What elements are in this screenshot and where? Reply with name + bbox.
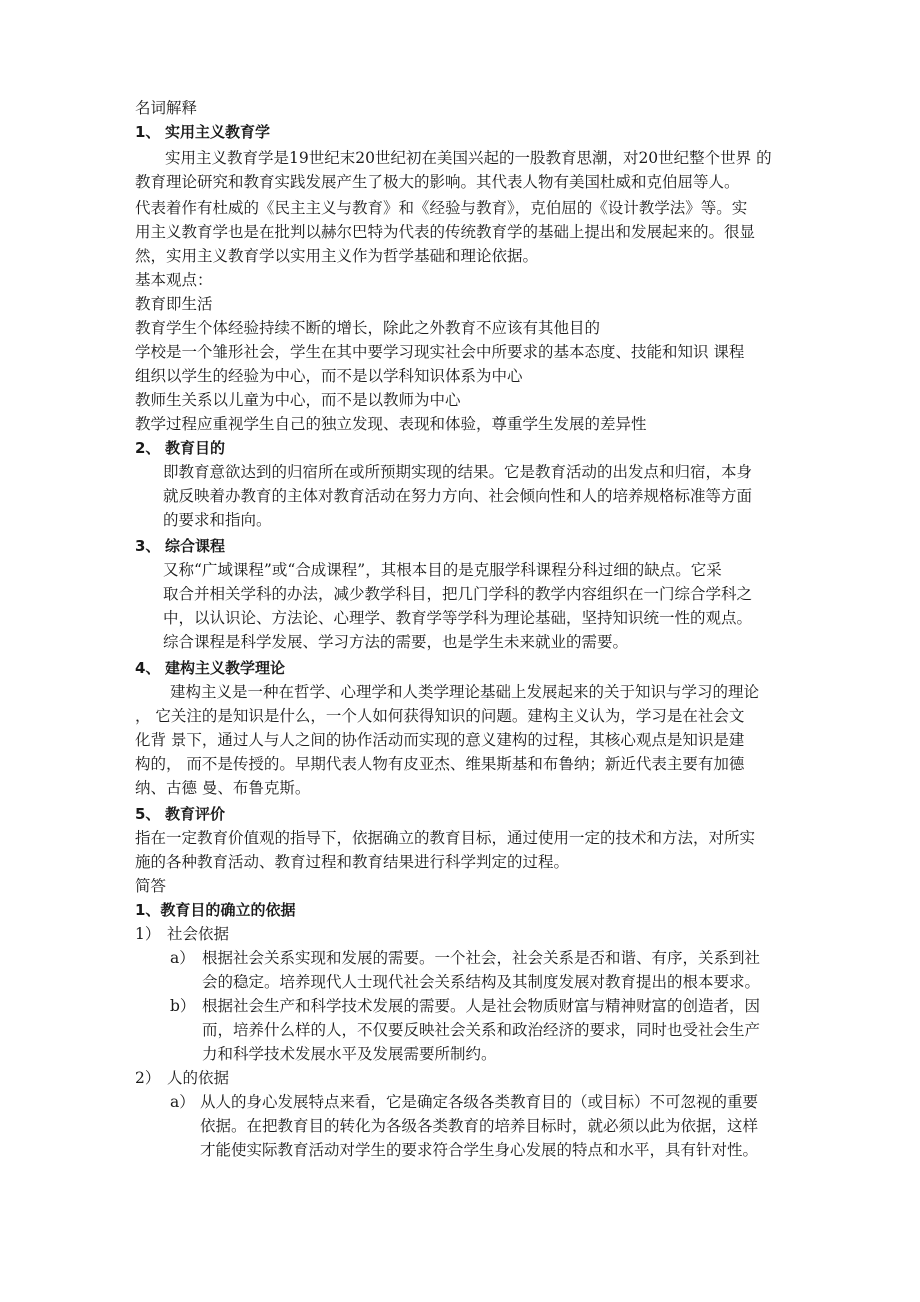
item-3-heading [135,534,225,558]
q1-sub-2-text: 人的依据 [167,1069,230,1087]
item-1-line: 然，实用主义教育学以实用主义作为哲学基础和理论依据。 [135,247,539,265]
item-4-line: 化背 景下，通过人与人之间的协作活动而实现的意义建构的过程，其核心观点是知识是建 [135,731,745,749]
item-5-title: 教育评价 [165,805,226,823]
basic-views-title: 基本观点： [135,271,213,289]
item-4-number: 4、 [135,659,161,677]
item-1-line: 实用主义教育学是19世纪末20世纪初在美国兴起的一股教育思潮，对20世纪整个世界 的 [165,149,772,167]
q1-sub-1-text: 社会依据 [167,925,230,943]
basic-view-point: 学校是一个雏形社会，学生在其中要学习现实社会中所要求的基本态度、技能和知识 课程 [135,343,745,361]
item-2-line: 就反映着办教育的主体对教育活动在努力方向、社会倾向性和人的培养规格标准等方面 [163,487,753,505]
q1-sub-1-label: 1） [135,925,161,943]
q1-sub-1 [135,922,229,946]
item-2-heading [135,436,225,460]
q1-sub-1-b-label: b） [170,997,196,1015]
item-5-number: 5、 [135,805,161,823]
section-heading-short-answer: 简答 [135,877,167,895]
item-3-number: 3、 [135,537,161,555]
q1-sub-2-a-label: a） [170,1093,195,1111]
item-1-line: 代表着作有杜威的《民主主义与教育》和《经验与教育》，克伯屈的《设计教学法》等。实 [135,199,748,217]
item-4-line: 建构主义是一种在哲学、心理学和人类学理论基础上发展起来的关于知识与学习的理论 [170,683,760,701]
basic-view-point: 教育学生个体经验持续不断的增长，除此之外教育不应该有其他目的 [135,319,601,337]
q1-sub-2-a-line: 才能使实际教育活动对学生的要求符合学生身心发展的特点和水平，具有针对性。 [200,1141,759,1159]
section-heading-terms: 名词解释 [135,99,198,117]
item-4-title: 建构主义教学理论 [165,659,286,677]
item-1-line: 教育理论研究和教育实践发展产生了极大的影响。其代表人物有美国杜威和克伯屈等人。 [135,173,740,191]
q1-sub-1-a-line: 根据社会关系实现和发展的需要。一个社会，社会关系是否和谐、有序，关系到社 [202,949,761,967]
basic-view-point: 教育即生活 [135,295,213,313]
q1-sub-1-a-line: 会的稳定。培养现代人士现代社会关系结构及其制度发展对教育提出的根本要求。 [202,973,761,991]
q1-sub-2-a-line: 从人的身心发展特点来看，它是确定各级各类教育目的（或目标）不可忽视的重要 [200,1093,759,1111]
item-4-line: ， 它关注的是知识是什么，一个人如何获得知识的问题。建构主义认为，学习是在社会文 [135,707,745,725]
item-4-line: 构的， 而不是传授的。早期代表人物有皮亚杰、维果斯基和布鲁纳；新近代表主要有加德 [135,755,745,773]
item-1-title: 实用主义教育学 [165,123,271,141]
q1-sub-2-a-line: 依据。在把教育目的转化为各级各类教育的培养目标时，就必须以此为依据，这样 [200,1117,759,1135]
q1-sub-2 [135,1066,229,1090]
q1-sub-2-label: 2） [135,1069,161,1087]
item-3-line: 又称“广域课程”或“合成课程”，其根本目的是克服学科课程分科过细的缺点。它采 [163,561,722,579]
item-3-line: 中，以认识论、方法论、心理学、教育学等学科为理论基础，坚持知识统一性的观点。 [163,609,753,627]
basic-view-point: 教学过程应重视学生自己的独立发现、表现和体验，尊重学生发展的差异性 [135,415,647,433]
q1-sub-1-b-line: 而，培养什么样的人，不仅要反映社会关系和政治经济的要求，同时也受社会生产 [202,1021,761,1039]
question-1-title: 1、教育目的确立的依据 [135,901,296,919]
item-4-line: 纳、古德 曼、布鲁克斯。 [135,779,311,797]
item-3-title: 综合课程 [165,537,226,555]
item-3-line: 取合并相关学科的办法，减少教学科目，把几门学科的教学内容组织在一门综合学科之 [163,585,753,603]
basic-view-point: 教师生关系以儿童为中心，而不是以教师为中心 [135,391,461,409]
item-4-heading [135,656,285,680]
item-2-title: 教育目的 [165,439,226,457]
item-5-line: 施的各种教育活动、教育过程和教育结果进行科学判定的过程。 [135,853,570,871]
item-2-number: 2、 [135,439,161,457]
item-5-heading [135,802,225,826]
item-2-line: 的要求和指向。 [163,511,272,529]
basic-view-point: 组织以学生的经验为中心，而不是以学科知识体系为中心 [135,367,523,385]
q1-sub-1-b-line: 根据社会生产和科学技术发展的需要。人是社会物质财富与精神财富的创造者，因 [202,997,761,1015]
item-2-line: 即教育意欲达到的归宿所在或所预期实现的结果。它是教育活动的出发点和归宿，本身 [163,463,753,481]
item-5-line: 指在一定教育价值观的指导下，依据确立的教育目标，通过使用一定的技术和方法，对所实 [135,829,756,847]
q1-sub-1-a-label: a） [170,949,195,967]
item-1-heading [135,120,270,144]
q1-sub-1-b-line: 力和科学技术发展水平及发展需要所制约。 [202,1045,497,1063]
item-1-line: 用主义教育学也是在批判以赫尔巴特为代表的传统教育学的基础上提出和发展起来的。很显 [135,223,756,241]
item-1-number: 1、 [135,123,161,141]
item-3-line: 综合课程是科学发展、学习方法的需要，也是学生未来就业的需要。 [163,633,629,651]
